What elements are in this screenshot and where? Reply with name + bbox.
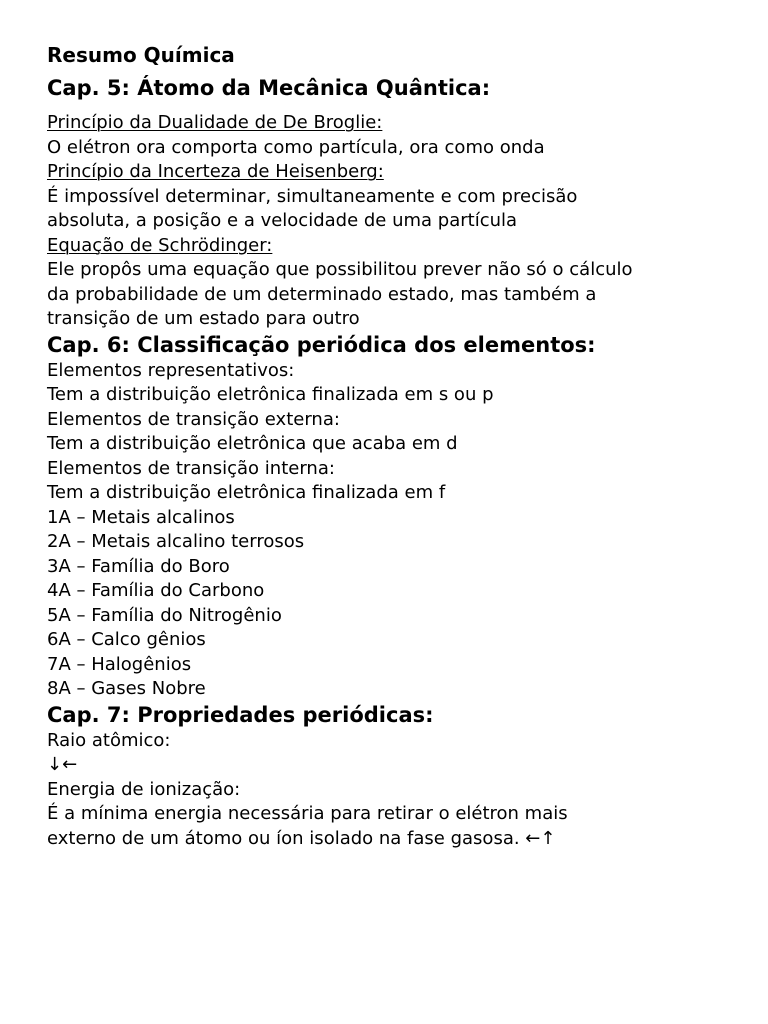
chapter-5-heading: Cap. 5: Átomo da Mecânica Quântica:	[47, 76, 491, 100]
chapter-6-section	[47, 359, 738, 702]
atomic-radius-label: Raio atômico:	[47, 729, 171, 751]
schrodinger-text-3: transição de um estado para outro	[47, 308, 360, 329]
cap6-line: Tem a distribuição eletrônica que acaba em d	[47, 433, 458, 454]
de-broglie-text: O elétron ora comporta como partícula, ora como onda	[47, 136, 545, 158]
family-item: 2A – Metais alcalino terrosos	[47, 531, 305, 552]
family-item: 4A – Família do Carbono	[47, 580, 265, 601]
chapter-6-heading: Cap. 6: Classificação periódica dos elementos:	[47, 332, 596, 357]
family-item: 3A – Família do Boro	[47, 555, 230, 577]
document-title: Resumo Química	[47, 43, 235, 67]
chapter-5-section	[47, 111, 738, 332]
family-item: 1A – Metais alcalinos	[47, 506, 235, 528]
family-item: 7A – Halogênios	[47, 653, 192, 675]
ionization-energy-label: Energia de ionização:	[47, 778, 241, 800]
chapter-7-section	[47, 729, 738, 852]
schrodinger-text-1: Ele propôs uma equação que possibilitou prever não só o cálculo	[47, 259, 633, 280]
schrodinger-text-2: da probabilidade de um determinado estado, mas também a	[47, 283, 597, 305]
heisenberg-text-2: absoluta, a posição e a velocidade de uma partícula	[47, 210, 518, 231]
family-item: 8A – Gases Nobre	[47, 678, 206, 699]
heisenberg-label: Princípio da Incerteza de Heisenberg:	[47, 161, 384, 182]
cap6-line: Elementos de transição externa:	[47, 408, 340, 430]
chapter-7-heading: Cap. 7: Propriedades periódicas:	[47, 702, 434, 727]
cap6-line: Elementos representativos:	[47, 359, 295, 381]
de-broglie-label: Princípio da Dualidade de De Broglie:	[47, 112, 383, 133]
family-item: 6A – Calco gênios	[47, 629, 206, 650]
family-item: 5A – Família do Nitrogênio	[47, 604, 282, 626]
ionization-energy-text-1: É a mínima energia necessária para retirar o elétron mais	[47, 803, 568, 824]
atomic-radius-arrows: ↓←	[47, 754, 78, 775]
heisenberg-text-1: É impossível determinar, simultaneamente e com precisão	[47, 185, 578, 207]
cap6-line: Elementos de transição interna:	[47, 457, 335, 479]
cap6-line: Tem a distribuição eletrônica finalizada em s ou p	[47, 384, 494, 405]
ionization-energy-text-2: externo de um átomo ou íon isolado na fase gasosa. ←↑	[47, 827, 556, 849]
schrodinger-label: Equação de Schrödinger:	[47, 234, 273, 256]
cap6-line: Tem a distribuição eletrônica finalizada em f	[47, 482, 446, 503]
